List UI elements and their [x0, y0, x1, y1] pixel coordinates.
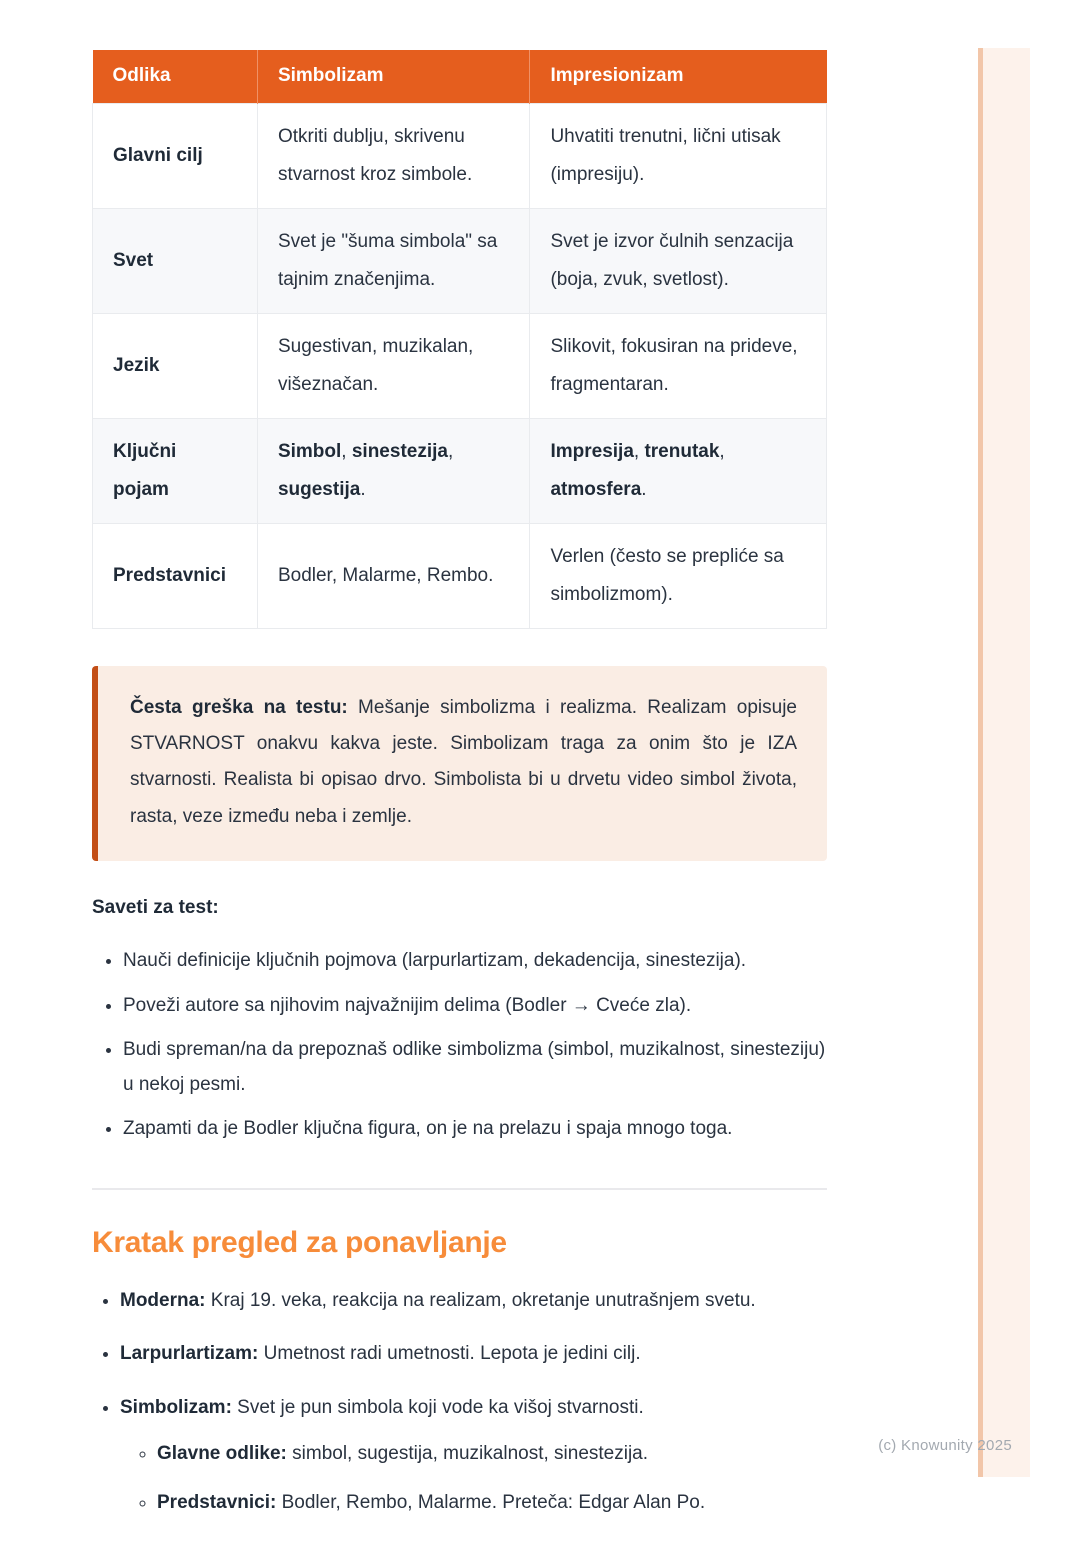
- review-item: • Larpurlartizam: Umetnost radi umetnosti. Lepota je jedini cilj.: [120, 1339, 827, 1369]
- page-edge-stripe: [978, 48, 1030, 1477]
- tips-list: [92, 943, 827, 1146]
- table-row: [93, 208, 827, 313]
- comparison-table: [92, 50, 827, 629]
- tip-item: • Poveži autore sa njihovim najvažnijim delima (Bodler → Cveće zla).: [123, 988, 827, 1023]
- table-row: [93, 418, 827, 523]
- row-label-kljucni-pojam: Ključni pojam: [93, 418, 258, 523]
- cell-simbolizam: Otkriti dublju, skrivenu stvarnost kroz simbole.: [257, 103, 530, 208]
- review-sublist: [120, 1439, 827, 1518]
- cell-impresionizam: Svet je izvor čulnih senzacija (boja, zvuk, svetlost).: [530, 208, 827, 313]
- table-row: [93, 103, 827, 208]
- tips-title: Saveti za test:: [92, 897, 219, 919]
- row-label-svet: Svet: [93, 208, 258, 313]
- row-label-jezik: Jezik: [93, 313, 258, 418]
- review-item-text: Simbolizam: Svet je pun simbola koji vode ka višoj stvarnosti.: [120, 1396, 644, 1418]
- cell-impresionizam: Slikovit, fokusiran na prideve, fragmentaran.: [530, 313, 827, 418]
- cell-impresionizam: Uhvatiti trenutni, lični utisak (impresiju).: [530, 103, 827, 208]
- row-label-glavni-cilj: Glavni cilj: [93, 103, 258, 208]
- cell-simbolizam: Sugestivan, muzikalan, višeznačan.: [257, 313, 530, 418]
- table-header-row: [93, 50, 827, 103]
- review-item: • Moderna: Kraj 19. veka, reakcija na realizam, okretanje unutrašnjem svetu.: [120, 1286, 827, 1316]
- copyright-watermark: (c) Knowunity 2025: [878, 1437, 1012, 1454]
- table-row: [93, 523, 827, 628]
- review-subitem: ◦ Predstavnici: Bodler, Rembo, Malarme. Preteča: Edgar Alan Po.: [157, 1488, 827, 1518]
- cell-impresionizam: Verlen (često se prepliće sa simbolizmom).: [530, 523, 827, 628]
- tip-item: • Nauči definicije ključnih pojmova (larpurlartizam, dekadencija, sinestezija).: [123, 943, 827, 978]
- document-page: [92, 50, 827, 1541]
- table-header-odlika: Odlika: [93, 50, 258, 103]
- table-row: [93, 313, 827, 418]
- review-section-title: Kratak pregled za ponavljanje: [92, 1226, 507, 1260]
- table-header-impresionizam: Impresionizam: [530, 50, 827, 103]
- review-subitem: ◦ Glavne odlike: simbol, sugestija, muzikalnost, sinestezija.: [157, 1439, 827, 1469]
- tip-item: • Zapamti da je Bodler ključna figura, on je na prelazu i spaja mnogo toga.: [123, 1111, 827, 1146]
- common-mistake-callout: Česta greška na testu: Mešanje simbolizma i realizma. Realizam opisuje STVARNOST onakvu kakva jeste. Simbolizam traga za onim što je IZA stvarnosti. Realista bi opisao drvo. Simbolista bi u drvetu video simbol života, rasta, veze između neba i zemlje.: [92, 666, 827, 862]
- cell-impresionizam: Impresija, trenutak, atmosfera.: [530, 418, 827, 523]
- cell-simbolizam: Svet je "šuma simbola" sa tajnim značenjima.: [257, 208, 530, 313]
- review-list: [92, 1286, 827, 1518]
- row-label-predstavnici: Predstavnici: [93, 523, 258, 628]
- section-divider: [92, 1188, 827, 1190]
- review-item: [120, 1393, 827, 1518]
- tip-item: • Budi spreman/na da prepoznaš odlike simbolizma (simbol, muzikalnost, sinesteziju) u nekoj pesmi.: [123, 1032, 827, 1102]
- cell-simbolizam: Simbol, sinestezija, sugestija.: [257, 418, 530, 523]
- cell-simbolizam: Bodler, Malarme, Rembo.: [257, 523, 530, 628]
- table-header-simbolizam: Simbolizam: [257, 50, 530, 103]
